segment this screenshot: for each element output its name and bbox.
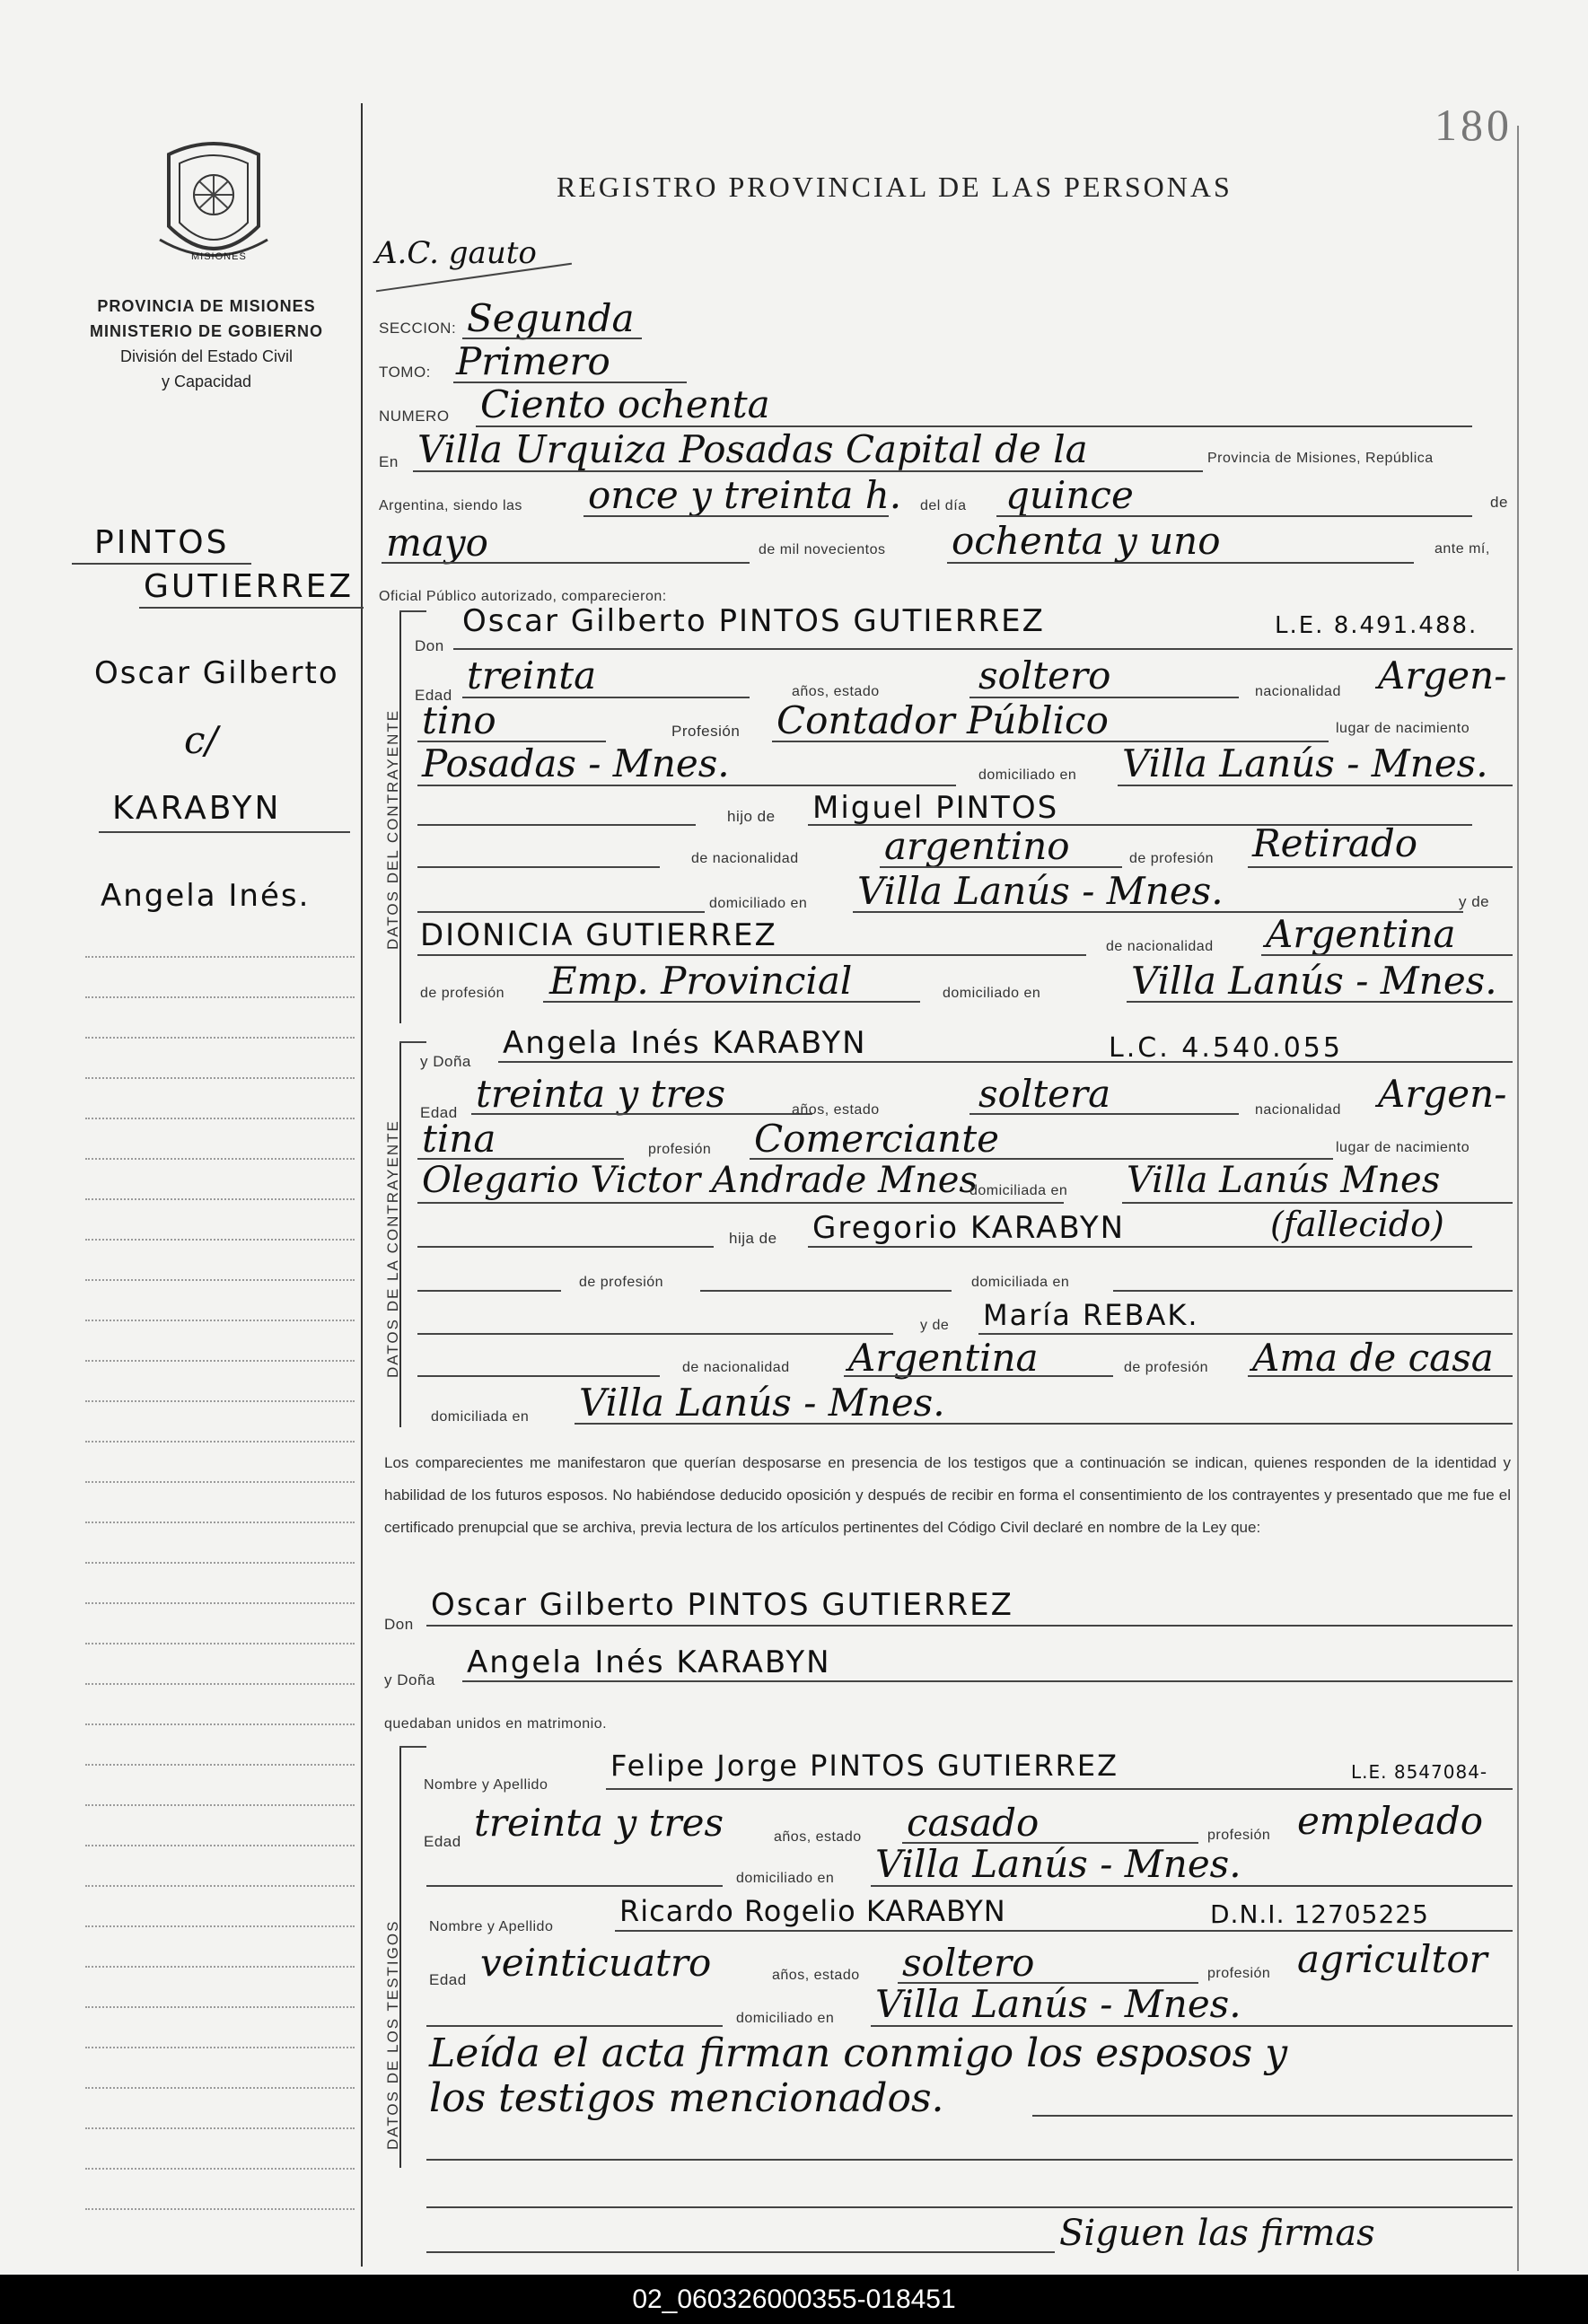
field-rule	[417, 954, 1086, 956]
contrayenta-madre: María REBAK.	[983, 1298, 1199, 1332]
margin-dots	[85, 1845, 355, 1846]
dona-label: y Doña	[420, 1053, 471, 1070]
margin-dots	[85, 1360, 355, 1362]
contrayente-lugar: Posadas - Mnes.	[422, 741, 730, 785]
testigo2-nombre: Ricardo Rogelio KARABYN	[619, 1894, 1006, 1928]
testigo2-profesion: agricultor	[1297, 1937, 1487, 1981]
hora-value: once y treinta h.	[588, 473, 902, 517]
seccion-value: Segunda	[467, 296, 635, 340]
seal-label: MISIONES	[191, 251, 247, 262]
field-rule	[1122, 1202, 1513, 1204]
field-rule	[700, 1290, 952, 1292]
contrayenta-nacionalidad: Argen-	[1378, 1072, 1507, 1116]
contrayente-profesion: Contador Público	[776, 698, 1109, 742]
numero-value: Ciento ochenta	[480, 382, 770, 426]
margin-dots	[85, 2127, 355, 2129]
contrayenta-madre-profesion: Ama de casa	[1252, 1336, 1494, 1380]
profesion-label: profesión	[648, 1142, 712, 1157]
document-id-bar: 02_060326000355-018451	[0, 2275, 1588, 2324]
contrayenta-madre-nacionalidad: Argentina	[848, 1336, 1039, 1380]
contrayente-domicilio: Villa Lanús - Mnes.	[1122, 741, 1488, 785]
contrayente-estado: soltero	[978, 653, 1111, 697]
field-rule	[471, 1113, 812, 1115]
margin-rule	[361, 103, 363, 2267]
don-label: Don	[384, 1616, 414, 1633]
field-rule	[426, 1885, 723, 1887]
lugar-label: lugar de nacimiento	[1336, 721, 1470, 736]
margin-dots	[85, 1764, 355, 1766]
field-rule	[426, 2206, 1513, 2208]
t1-edad-label: Edad	[424, 1833, 461, 1850]
don-label: Don	[415, 637, 444, 654]
lugar-label: lugar de nacimiento	[1336, 1140, 1470, 1155]
tomo-label: TOMO:	[379, 364, 431, 381]
contrayente-nombre: Oscar Gilberto PINTOS GUTIERREZ	[462, 603, 1045, 639]
padre-nacionalidad: argentino	[884, 824, 1070, 868]
testigo1-nombre: Felipe Jorge PINTOS GUTIERREZ	[610, 1749, 1119, 1783]
hija-label: hija de	[729, 1230, 777, 1247]
field-rule	[947, 562, 1414, 564]
margin-dots	[85, 1723, 355, 1725]
lugar-value: Villa Urquiza Posadas Capital de la	[417, 427, 1088, 471]
t1-domicilio-label: domiciliado en	[736, 1871, 835, 1886]
province-name: PROVINCIA DE MISIONES	[97, 297, 316, 315]
oficial-label: Oficial Público autorizado, comparecieron:	[379, 589, 667, 604]
field-rule	[1127, 1001, 1513, 1003]
margin-surname-3: KARABYN	[112, 790, 282, 827]
t2-domicilio-label: domiciliado en	[736, 2011, 835, 2026]
margin-dots	[85, 2087, 355, 2089]
margin-dots	[85, 1037, 355, 1039]
prof-madre-label: de profesión	[1124, 1360, 1209, 1375]
domicilio-label: domiciliado en	[978, 767, 1077, 783]
madre-nacionalidad: Argentina	[1266, 912, 1456, 956]
edad-label: Edad	[415, 687, 452, 704]
margin-given-2: Angela Inés.	[101, 878, 311, 914]
testigo2-edad: veinticuatro	[480, 1941, 712, 1985]
field-rule	[382, 562, 750, 564]
de-label: de	[1490, 494, 1508, 511]
margin-dots	[85, 1077, 355, 1079]
declaration-paragraph: Los comparecientes me manifestaron que querían desposarse en presencia de los testigos que a continuación se indican, quienes responden de la identidad y habilidad de los futuros esposos. No habiéndose deducido oposición y después de recibir en forma el consentimiento de los contrayentes y presentado que me fue el certificado prenupcial que se archiva, previa lectura de los artículos pertinentes del Código Civil declaré en nombre de la Ley que:	[384, 1454, 1511, 1536]
field-rule	[844, 1375, 1113, 1377]
contrayenta-domicilio: Villa Lanús Mnes	[1127, 1160, 1441, 1201]
margin-dots	[85, 2208, 355, 2210]
contrayente-nacionalidad: Argen-	[1378, 653, 1507, 697]
margin-dots	[85, 996, 355, 998]
field-rule	[417, 1375, 660, 1377]
mes-value: mayo	[386, 521, 488, 565]
annotation-ac: A.C. gauto	[375, 235, 537, 271]
margin-dots	[85, 1562, 355, 1564]
field-rule	[1248, 1375, 1513, 1377]
ante-label: ante mí,	[1434, 541, 1490, 557]
section-label-contrayente: DATOS DEL CONTRAYENTE	[384, 708, 401, 950]
contrayente-edad: treinta	[467, 653, 597, 697]
padre-profesion: Retirado	[1252, 821, 1418, 865]
estado-label: años, estado	[792, 1102, 880, 1118]
contrayenta-documento: L.C. 4.540.055	[1109, 1032, 1343, 1064]
field-rule	[417, 866, 660, 868]
t1-estado-label: años, estado	[774, 1829, 862, 1845]
field-rule	[462, 697, 750, 698]
field-rule	[426, 2159, 1513, 2161]
margin-dots	[85, 1320, 355, 1321]
nac-madre-label: de nacionalidad	[1106, 939, 1214, 954]
testigo1-profesion: empleado	[1297, 1799, 1484, 1843]
prof-padre-label: de profesión	[579, 1275, 664, 1290]
division-name-cont: y Capacidad	[161, 373, 252, 390]
dom-padre-label: domiciliada en	[971, 1275, 1070, 1290]
field-rule	[871, 1885, 1513, 1887]
testigo2-documento: D.N.I. 12705225	[1210, 1899, 1429, 1929]
estado-label: años, estado	[792, 684, 880, 699]
testigo1-domicilio: Villa Lanús - Mnes.	[875, 1842, 1241, 1886]
field-rule	[413, 470, 1203, 472]
nac-padre-label: de nacionalidad	[691, 851, 799, 866]
madre-domicilio: Villa Lanús - Mnes.	[1131, 959, 1497, 1003]
section-bracket-top	[399, 1746, 426, 1748]
t2-estado-label: años, estado	[772, 1968, 860, 1983]
en-label: En	[379, 453, 399, 470]
declaracion-dona: Angela Inés KARABYN	[467, 1644, 831, 1680]
dom-madre-label: domiciliada en	[431, 1409, 530, 1425]
field-rule	[969, 1113, 1239, 1115]
contrayenta-padre-nota: (fallecido)	[1270, 1205, 1444, 1244]
field-rule	[606, 1788, 1513, 1790]
edad-label: Edad	[420, 1104, 458, 1121]
padre-domicilio: Villa Lanús - Mnes.	[857, 869, 1224, 913]
margin-dots	[85, 1643, 355, 1644]
profesion-label: Profesión	[671, 723, 741, 740]
field-rule	[498, 1061, 1513, 1063]
field-rule	[543, 1001, 920, 1003]
margin-dots	[85, 1239, 355, 1241]
nac-madre-label: de nacionalidad	[682, 1360, 790, 1375]
section-label-testigos: DATOS DE LOS TESTIGOS	[384, 1919, 401, 2150]
t1-nombre-label: Nombre y Apellido	[424, 1777, 548, 1793]
field-rule	[417, 785, 956, 786]
margin-rule-2	[139, 607, 364, 609]
field-rule	[417, 1202, 1064, 1204]
contrayenta-padre: Gregorio KARABYN	[812, 1210, 1126, 1246]
field-rule	[575, 1423, 1513, 1425]
margin-dots	[85, 1441, 355, 1443]
field-rule	[978, 1333, 1513, 1335]
field-rule	[1118, 785, 1513, 786]
field-rule	[462, 1680, 1513, 1682]
right-edge-rule	[1517, 126, 1519, 2271]
contrayenta-madre-domicilio: Villa Lanús - Mnes.	[579, 1381, 945, 1425]
domicilio-label: domiciliada en	[969, 1183, 1068, 1198]
provincia-label: Provincia de Misiones, República	[1207, 451, 1434, 466]
field-rule	[417, 1333, 893, 1335]
division-name: División del Estado Civil	[119, 347, 294, 365]
tomo-value: Primero	[456, 339, 610, 383]
dom-padre-label: domiciliado en	[709, 896, 808, 911]
field-rule	[417, 1246, 714, 1248]
margin-dots	[85, 1400, 355, 1402]
margin-dots	[85, 1198, 355, 1200]
field-rule	[996, 515, 1472, 517]
margin-dots	[85, 1481, 355, 1483]
argentina-label: Argentina, siendo las	[379, 498, 522, 513]
margin-surname-2: GUTIERREZ	[144, 568, 355, 605]
dia-value: quince	[1005, 473, 1134, 517]
testigo1-estado: casado	[907, 1801, 1040, 1845]
margin-dots	[85, 1966, 355, 1968]
testigo1-documento: L.E. 8547084-	[1351, 1761, 1488, 1783]
margin-dots	[85, 956, 355, 958]
field-rule	[615, 1930, 1513, 1932]
margin-surname-1: PINTOS	[94, 524, 230, 561]
margin-dots	[85, 1118, 355, 1119]
margin-dots	[85, 1602, 355, 1604]
seccion-label: SECCION:	[379, 320, 457, 337]
margin-dots	[85, 2006, 355, 2008]
margin-dots	[85, 1925, 355, 1927]
field-rule	[426, 2025, 723, 2027]
dom-madre-label: domiciliado en	[943, 986, 1041, 1001]
field-rule	[808, 1246, 1472, 1248]
nacionalidad-label: nacionalidad	[1255, 684, 1341, 699]
coat-of-arms-seal	[151, 136, 276, 280]
margin-rule-3	[99, 831, 350, 833]
quedaban-text: quedaban unidos en matrimonio.	[384, 1716, 608, 1732]
testigo2-domicilio: Villa Lanús - Mnes.	[875, 1982, 1241, 2026]
page-number: 180	[1434, 100, 1513, 150]
margin-given-1: Oscar Gilberto	[94, 655, 339, 691]
prof-padre-label: de profesión	[1129, 851, 1215, 866]
field-rule	[583, 515, 889, 517]
contrayente-documento: L.E. 8.491.488.	[1275, 612, 1478, 639]
y-de-label: y de	[1459, 893, 1490, 910]
hijo-label: hijo de	[727, 808, 776, 825]
margin-connector: c/	[184, 718, 218, 762]
contrayenta-nacionalidad-cont: tina	[422, 1117, 496, 1161]
madre-profesion: Emp. Provincial	[549, 959, 853, 1003]
anio-label: de mil novecientos	[759, 542, 886, 557]
t2-nombre-label: Nombre y Apellido	[429, 1919, 554, 1934]
dona-label: y Doña	[384, 1671, 435, 1688]
nacionalidad-label: nacionalidad	[1255, 1102, 1341, 1118]
contrayenta-nombre: Angela Inés KARABYN	[503, 1025, 867, 1061]
y-de-label: y de	[920, 1318, 950, 1333]
field-rule	[417, 911, 705, 913]
field-rule	[1248, 866, 1513, 868]
dia-label: del día	[920, 498, 967, 513]
contrayenta-profesion: Comerciante	[754, 1117, 999, 1161]
testigo2-estado: soltero	[902, 1941, 1035, 1985]
madre-nombre: DIONICIA GUTIERREZ	[420, 917, 777, 953]
t1-profesion-label: profesión	[1207, 1828, 1271, 1843]
numero-label: NUMERO	[379, 408, 450, 425]
contrayenta-edad: treinta y tres	[476, 1072, 726, 1116]
field-rule	[426, 2251, 1055, 2253]
margin-dots	[85, 2168, 355, 2170]
margin-dots	[85, 1804, 355, 1806]
margin-dots	[85, 1885, 355, 1887]
contrayenta-estado: soltera	[978, 1072, 1111, 1116]
siguen-firmas: Siguen las firmas	[1059, 2213, 1375, 2254]
contrayente-nacionalidad-cont: tino	[422, 698, 496, 742]
field-rule	[1113, 1290, 1513, 1292]
contrayenta-lugar: Olegario Victor Andrade Mnes	[422, 1160, 978, 1201]
field-rule	[871, 2025, 1513, 2027]
section-bracket-top	[399, 1041, 426, 1043]
field-rule	[880, 866, 1122, 868]
field-rule	[1261, 954, 1513, 956]
testigo1-edad: treinta y tres	[474, 1801, 724, 1845]
field-rule	[1032, 2115, 1513, 2117]
t2-edad-label: Edad	[429, 1971, 467, 1988]
declaracion-don: Oscar Gilberto PINTOS GUTIERREZ	[431, 1587, 1013, 1623]
margin-dots	[85, 1522, 355, 1523]
section-bracket-top	[399, 610, 426, 612]
field-rule	[426, 1625, 1513, 1627]
closing-line-1: Leída el acta firman conmigo los esposos y	[429, 2030, 1288, 2076]
t2-profesion-label: profesión	[1207, 1966, 1271, 1981]
field-rule	[417, 1290, 561, 1292]
page-title: REGISTRO PROVINCIAL DE LAS PERSONAS	[557, 171, 1233, 203]
field-rule	[417, 824, 696, 826]
closing-line-2: los testigos mencionados.	[429, 2075, 944, 2121]
anio-value: ochenta y uno	[952, 519, 1221, 563]
margin-dots	[85, 1279, 355, 1281]
margin-dots	[85, 2047, 355, 2048]
margin-dots	[85, 1683, 355, 1685]
padre-nombre: Miguel PINTOS	[812, 790, 1059, 826]
prof-madre-label: de profesión	[420, 986, 505, 1001]
field-rule	[453, 648, 1513, 650]
margin-dots	[85, 1158, 355, 1160]
section-label-contrayenta: DATOS DE LA CONTRAYENTE	[384, 1119, 401, 1378]
margin-rule-1	[72, 563, 251, 565]
ministry-name: MINISTERIO DE GOBIERNO	[89, 322, 324, 340]
